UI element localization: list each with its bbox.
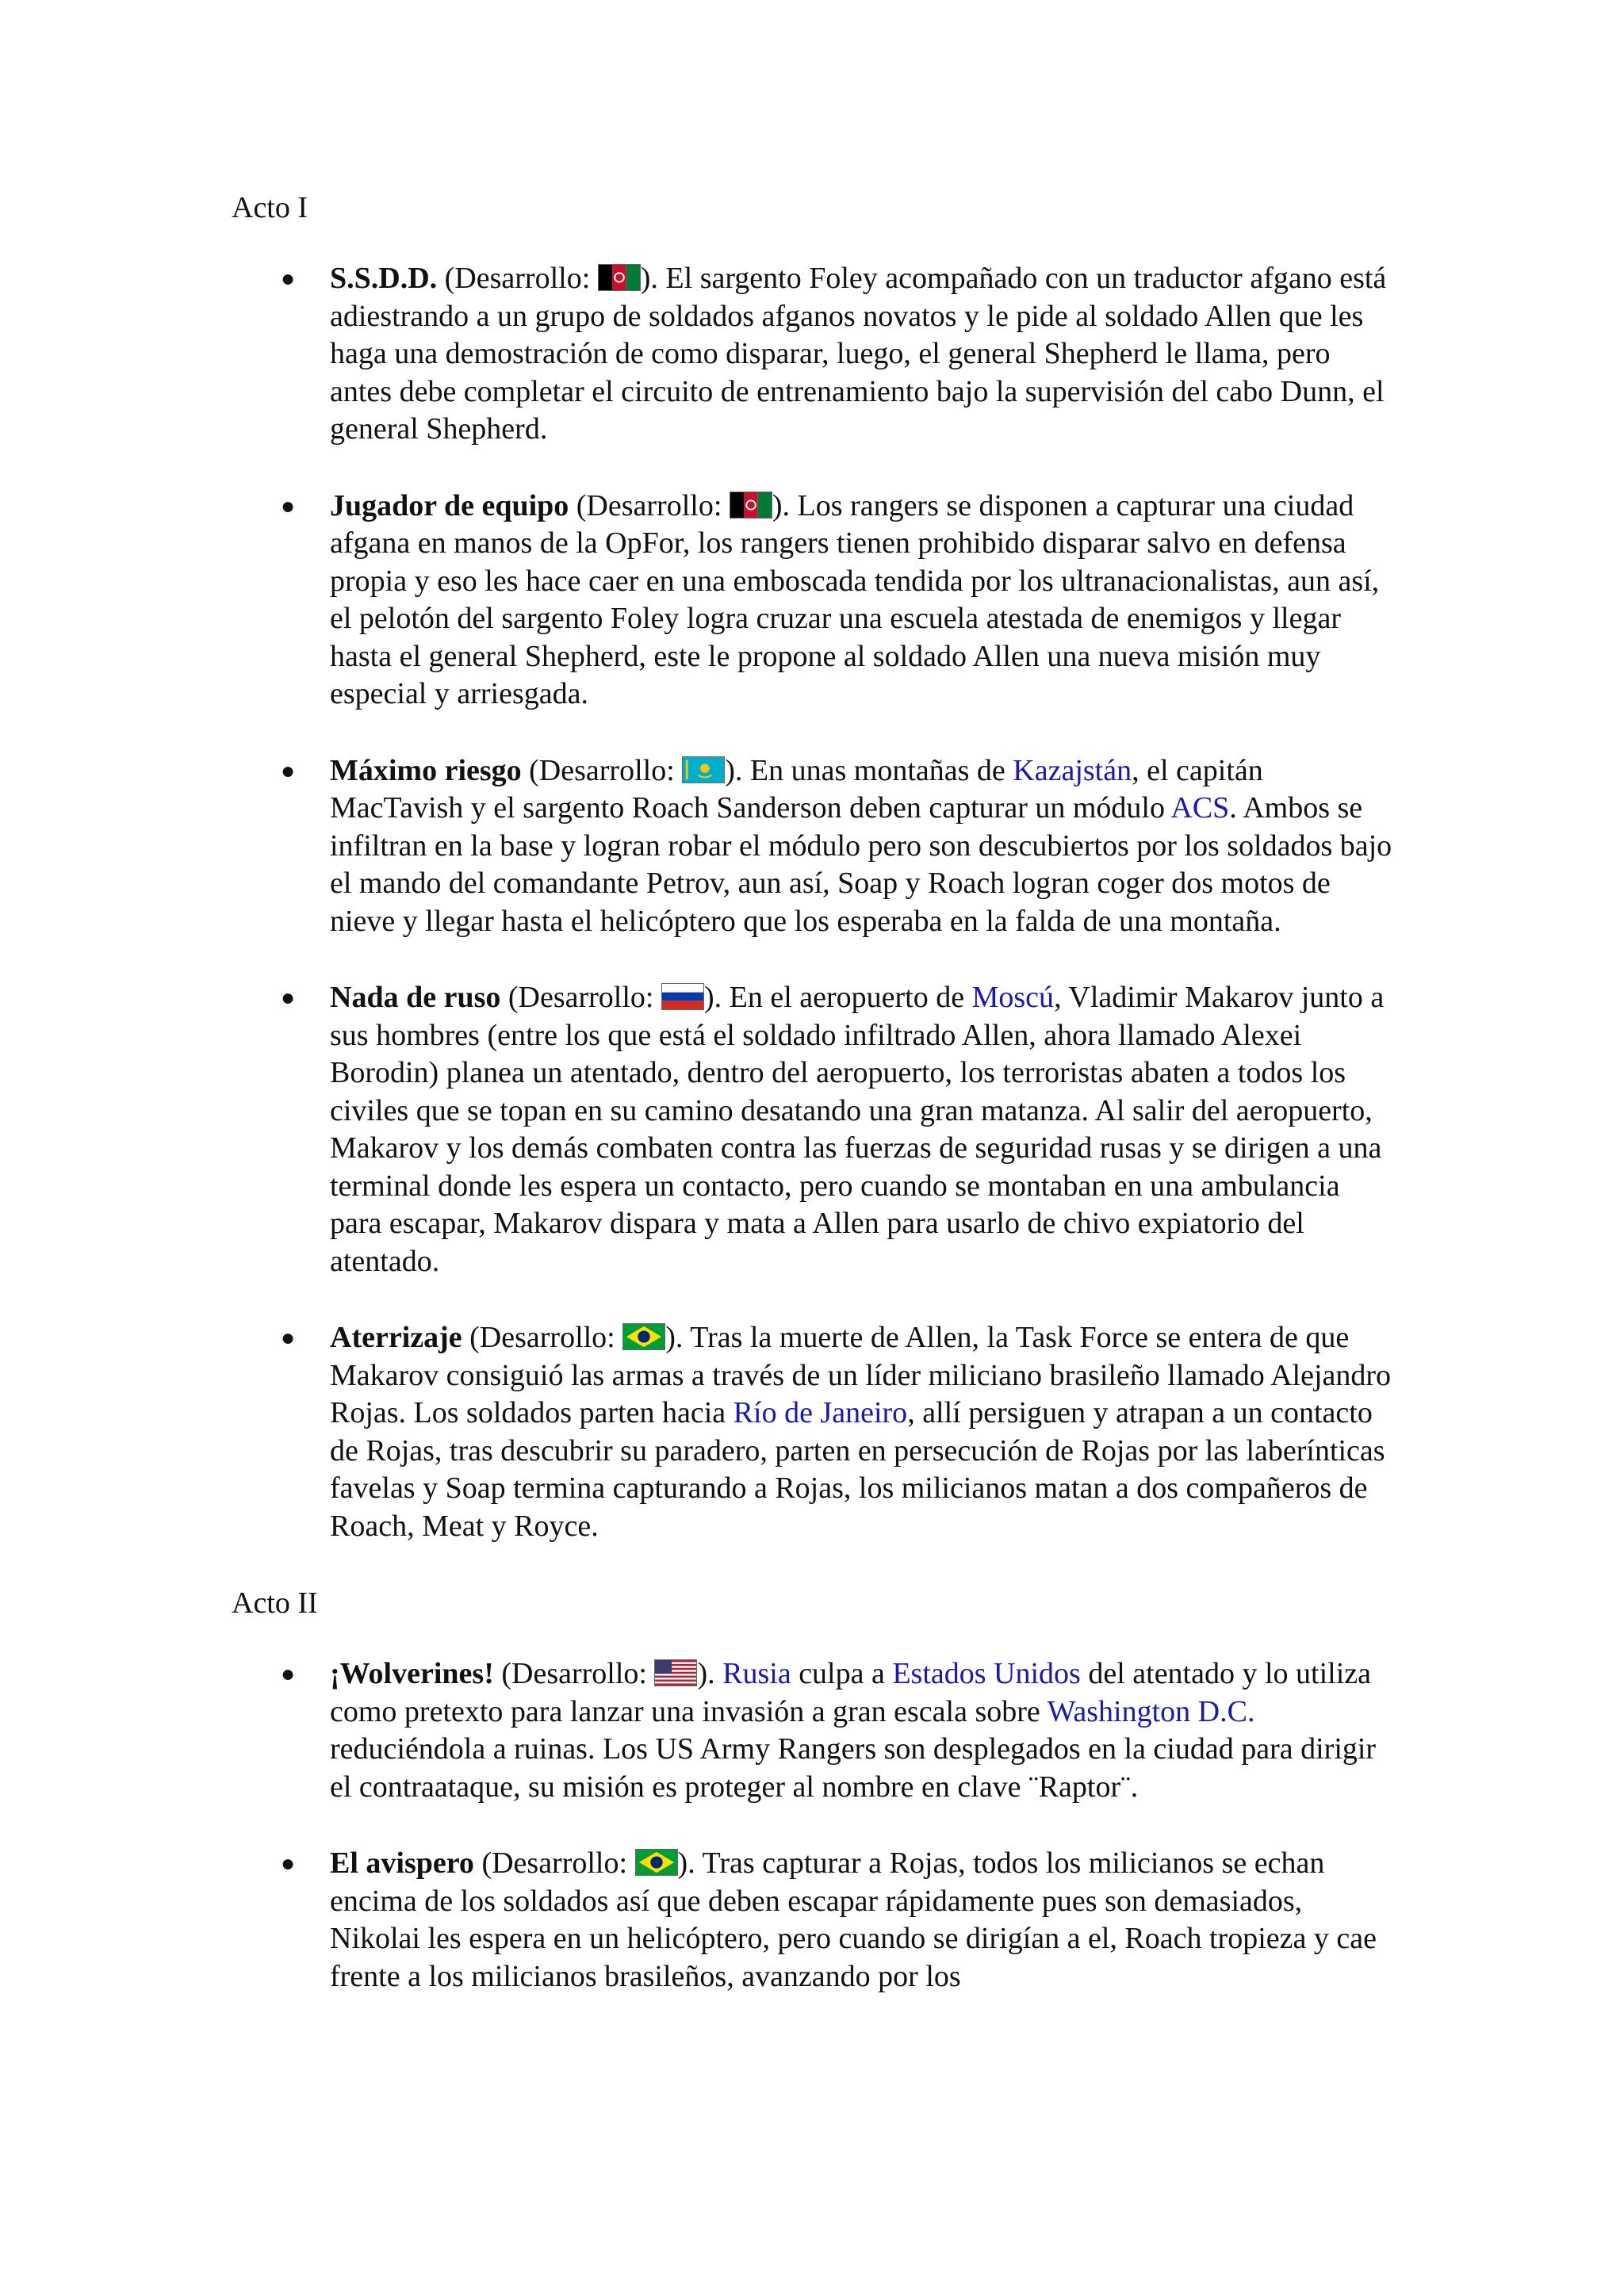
act-1-mission-list [232,260,1397,1545]
bullet-icon: ● [281,985,296,1011]
list-item-text: . Ambos se infiltran en la base y logran robar el módulo pero son descubiertos por los soldados bajo el mando del comandante Petrov, aun así, Soap y Roach logran coger dos motos de nieve y llegar hasta el helicóptero que los esperaba en la falda de una montaña. [330,791,1392,938]
link-acs[interactable]: ACS [1170,791,1230,825]
link-moscu[interactable]: Moscú [971,981,1055,1014]
list-item [232,1319,1397,1545]
mission-title: ¡Wolverines! [330,1657,494,1690]
list-item-text: (Desarrollo: [437,262,598,295]
bullet-icon: ● [281,492,296,519]
list-item-text: del atentado y lo utiliza como pretexto para lanzar una invasión a gran escala sobre [330,1657,1372,1728]
act-1-heading: Acto I [232,191,308,224]
mission-title: El avispero [330,1846,474,1880]
bullet-icon: ● [281,1661,296,1687]
list-item-text: (Desarrollo: [493,1657,655,1690]
list-item-text: (Desarrollo: [521,753,683,787]
brazil-flag-icon[interactable] [622,1323,665,1350]
bullet-icon: ● [281,266,296,292]
link-washington-dc[interactable]: Washington D.C. [1047,1694,1255,1728]
list-item-text: (Desarrollo: [473,1846,635,1880]
mission-title: Máximo riesgo [330,753,522,787]
list-item [232,752,1397,941]
act-2-mission-list [232,1655,1397,1996]
act-2-heading: Acto II [232,1586,318,1620]
kazakhstan-flag-icon[interactable] [682,756,725,783]
mission-title: S.S.D.D. [330,262,438,295]
afghanistan-flag-icon[interactable] [598,264,641,291]
list-item-text: reduciéndola a ruinas. Los US Army Rangers son desplegados en la ciudad para dirigir el contraataque, su misión es proteger al nombre en clave ¨Raptor¨. [330,1732,1377,1804]
list-item [232,260,1397,449]
list-item-text: ). En el aeropuerto de [703,981,972,1014]
russia-flag-icon[interactable] [661,983,704,1010]
link-rio-de-janeiro[interactable]: Río de Janeiro [733,1396,908,1429]
list-item-text: ). [697,1657,723,1690]
list-item [232,1845,1397,1996]
link-kazajstan[interactable]: Kazajstán [1013,753,1132,787]
list-item [232,488,1397,714]
list-item-text: , Vladimir Makarov junto a sus hombres (entre los que está el soldado infiltrado Allen, ahora llamado Alexei Borodin) planea un atentado, dentro del aeropuerto, los terroristas abaten a todos los civiles que se topan en su camino desatando una gran matanza. Al salir del aeropuerto, Makarov y los demás combaten contra las fuerzas de seguridad rusas y se dirigen a una terminal donde les espera un contacto, pero cuando se montaban en una ambulancia para escapar, Makarov dispara y mata a Allen para usarlo de chivo expiatorio del atentado. [330,981,1385,1278]
list-item [232,1655,1397,1806]
list-item-text: ). En unas montañas de [725,753,1013,787]
list-item-text: (Desarrollo: [500,981,661,1014]
list-item-text: , el capitán MacTavish y el sargento Roach Sanderson deben capturar un módulo [330,753,1263,825]
list-item [232,979,1397,1280]
link-estados-unidos[interactable]: Estados Unidos [892,1657,1081,1690]
list-item-text: , allí persiguen y atrapan a un contacto de Rojas, tras descubrir su paradero, parten en persecución de Rojas por las laberínticas favelas y Soap termina capturando a Rojas, los milicianos matan a dos compañeros de Roach, Meat y Royce. [330,1396,1385,1543]
afghanistan-flag-icon[interactable] [730,492,772,519]
list-item-text: (Desarrollo: [462,1321,623,1354]
mission-title: Aterrizaje [330,1321,462,1354]
bullet-icon: ● [281,1850,296,1877]
list-item-text: ). El sargento Foley acompañado con un traductor afgano está adiestrando a un grupo de soldados afganos novatos y le pide al soldado Allen que les haga una demostración de como disparar, luego, el general Shepherd le llama, pero antes debe completar el circuito de entrenamiento bajo la supervisión del cabo Dunn, el general Shepherd. [330,262,1387,446]
document-content [232,189,1397,2034]
bullet-icon: ● [281,757,296,784]
usa-flag-icon[interactable] [654,1659,697,1686]
list-item-text: ). Tras capturar a Rojas, todos los milicianos se echan encima de los soldados así que deben escapar rápidamente pues son demasiados, Nikolai les espera en un helicóptero, pero cuando se dirigían a el, Roach tropieza y cae frente a los milicianos brasileños, avanzando por los [330,1846,1377,1993]
mission-title: Jugador de equipo [330,488,569,522]
list-item-text: ). Los rangers se disponen a capturar una ciudad afgana en manos de la OpFor, los rangers tienen prohibido disparar salvo en defensa propia y eso les hace caer en una emboscada tendida por los ultranacionalistas, aun así, el pelotón del sargento Foley logra cruzar una escuela atestada de enemigos y llegar hasta el general Shepherd, este le propone al soldado Allen una nueva misión muy especial y arriesgada. [330,488,1380,710]
list-item-text: ). Tras la muerte de Allen, la Task Force se entera de que Makarov consiguió las armas a través de un líder miliciano brasileño llamado Alejandro Rojas. Los soldados parten hacia [330,1321,1392,1429]
bullet-icon: ● [281,1325,296,1351]
mission-title: Nada de ruso [330,981,501,1014]
list-item-text: (Desarrollo: [569,488,730,522]
brazil-flag-icon[interactable] [635,1849,678,1876]
list-item-text: culpa a [791,1657,893,1690]
link-rusia[interactable]: Rusia [722,1657,791,1690]
